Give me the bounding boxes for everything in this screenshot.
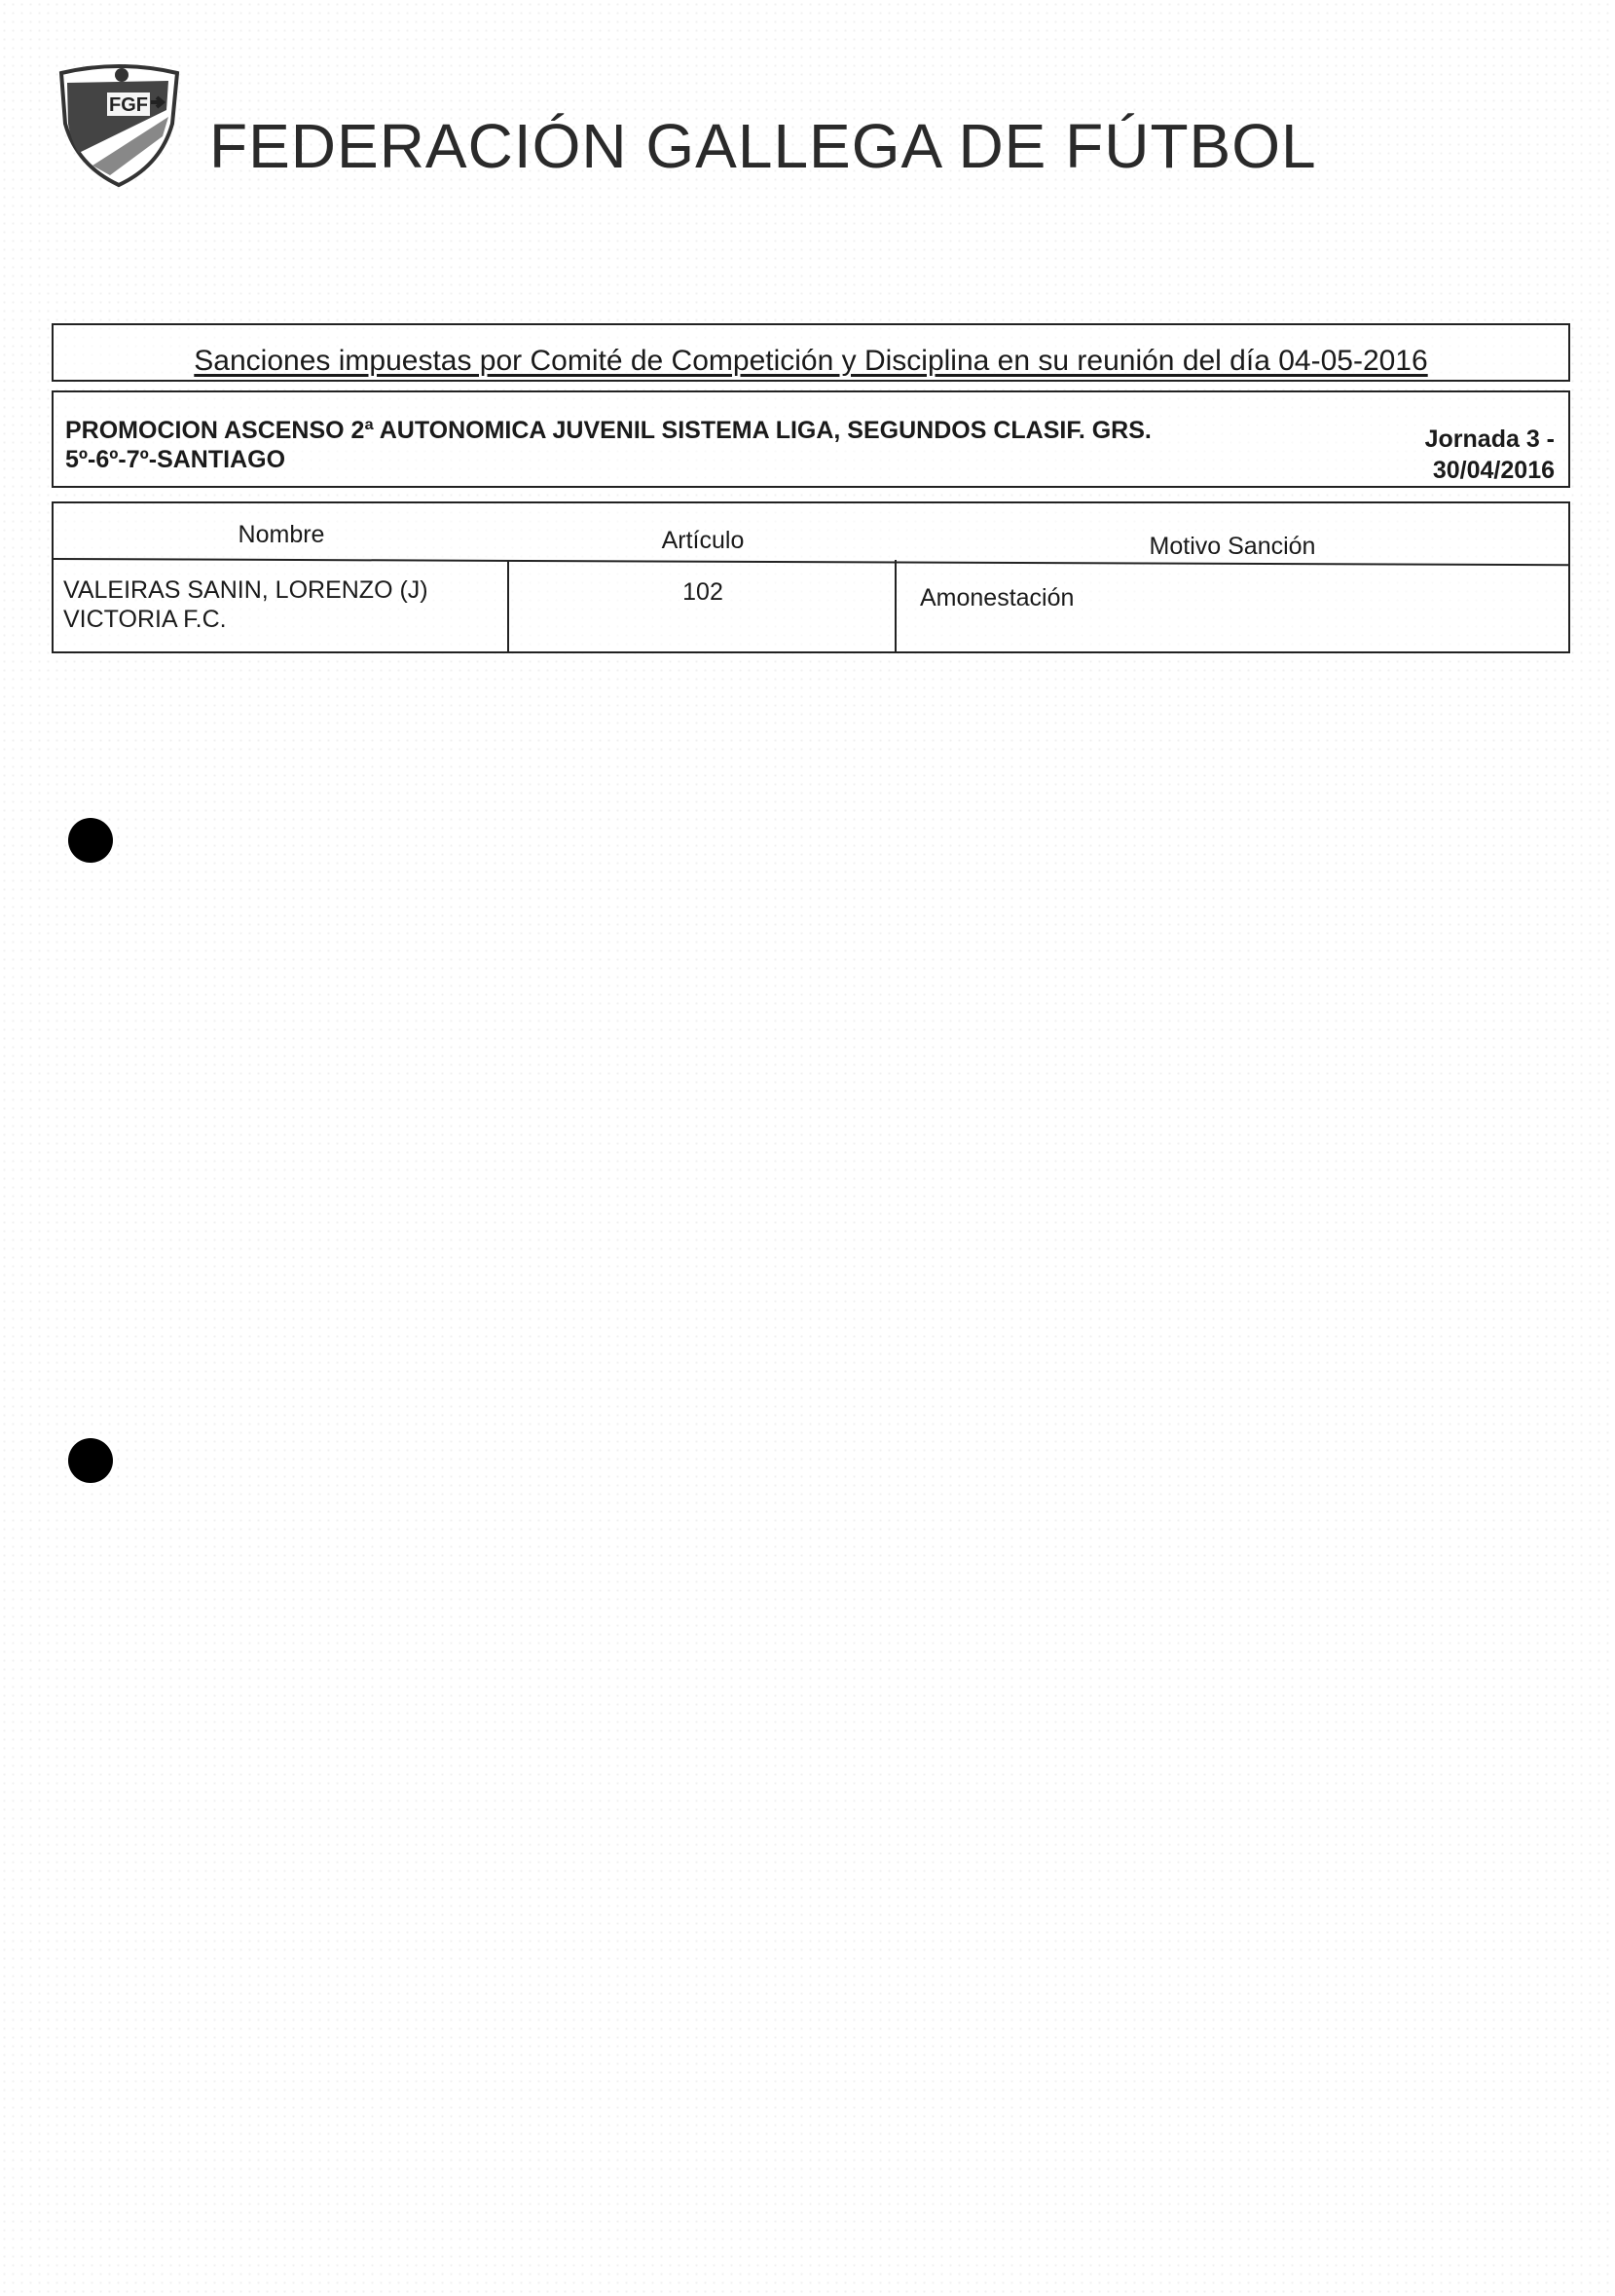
logo-text: FGF [109, 94, 148, 116]
session-text: Sanciones impuestas por Comité de Competición y Disciplina en su reunión del día 04-05-2016 [194, 345, 1428, 377]
column-header-articulo: Artículo [661, 527, 745, 554]
punch-hole [68, 818, 113, 863]
competition-banner [52, 390, 1570, 488]
cell-articulo: 102 [682, 578, 723, 606]
column-header-motivo: Motivo Sanción [1149, 533, 1316, 560]
sanctions-table [52, 501, 1570, 653]
jornada-info [1425, 424, 1555, 486]
competition-line-1: PROMOCION ASCENSO 2ª AUTONOMICA JUVENIL SISTEMA LIGA, SEGUNDOS CLASIF. GRS. [65, 417, 1152, 444]
competition-line-2: 5º-6º-7º-SANTIAGO [65, 446, 286, 473]
punch-hole [68, 1438, 113, 1483]
jornada-label: Jornada 3 - [1424, 426, 1555, 453]
column-header-nombre: Nombre [238, 521, 325, 548]
federation-crest-logo [54, 63, 185, 190]
letterhead [54, 63, 1319, 200]
jornada-date: 30/04/2016 [1432, 457, 1555, 484]
player-name: VALEIRAS SANIN, LORENZO (J) [63, 576, 428, 604]
cell-nombre [63, 575, 428, 634]
federation-title: FEDERACIÓN GALLEGA DE FÚTBOL [209, 111, 1317, 181]
session-banner [52, 323, 1570, 382]
club-name: VICTORIA F.C. [63, 606, 227, 633]
cell-motivo: Amonestación [920, 584, 1075, 611]
competition-title [65, 416, 1370, 474]
